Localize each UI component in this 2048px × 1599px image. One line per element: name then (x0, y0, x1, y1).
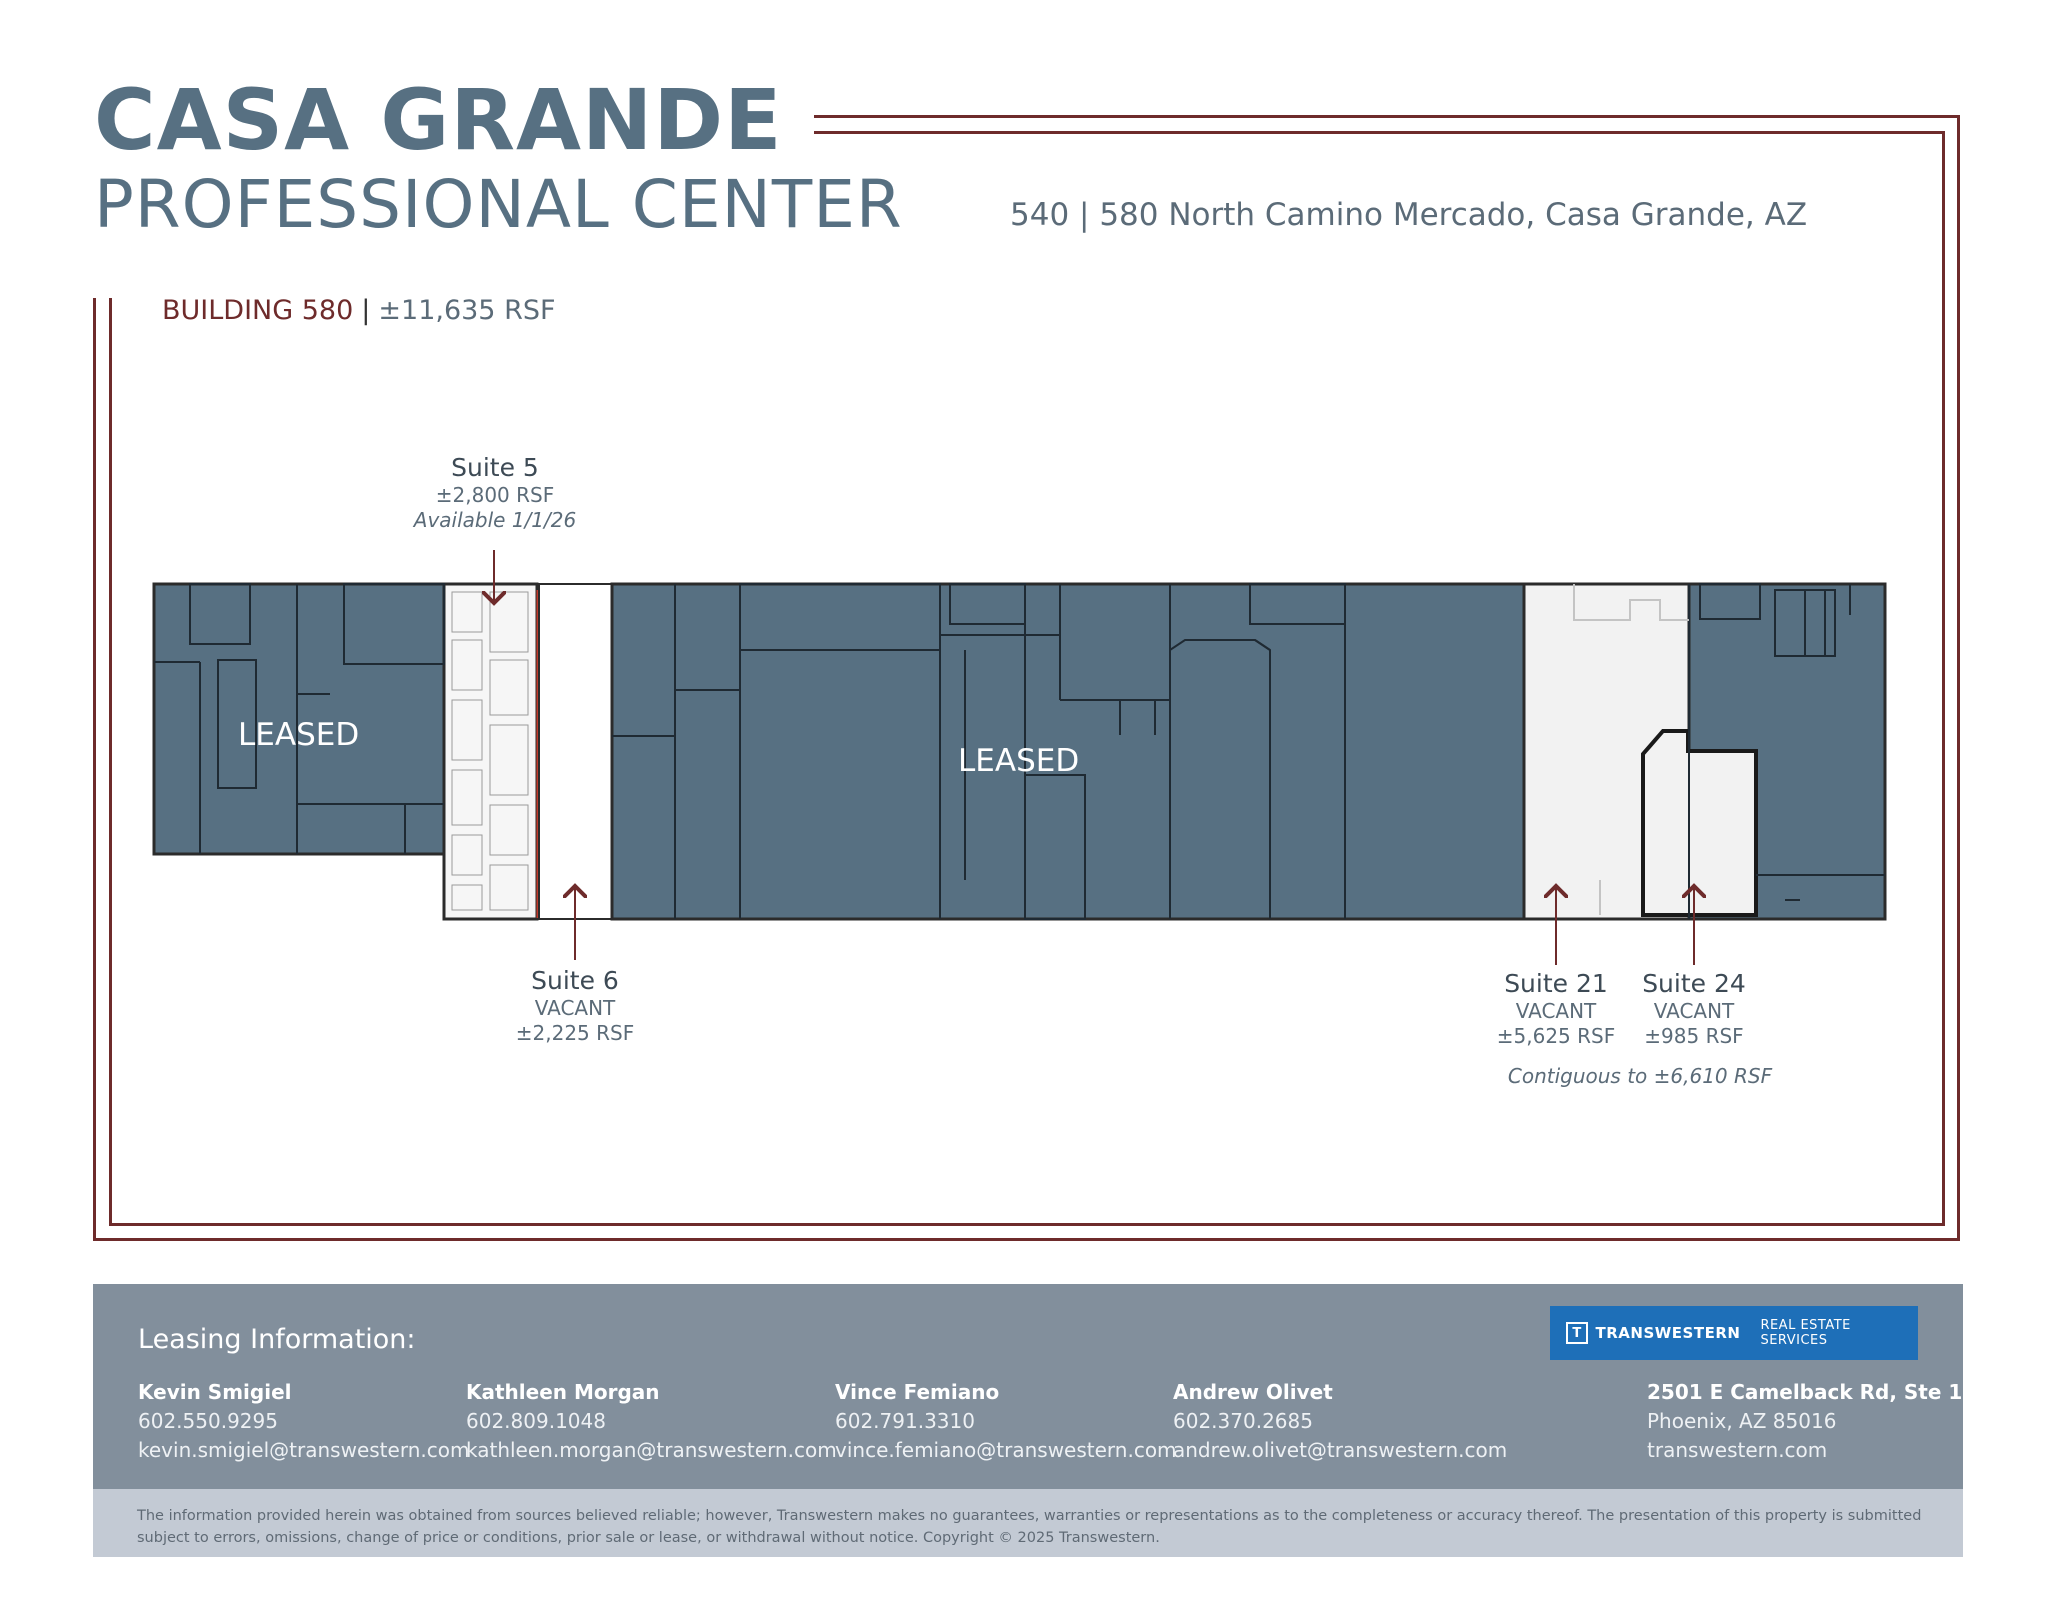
suite-24-status: VACANT (1653, 999, 1735, 1024)
office-address (1647, 1378, 1962, 1465)
contact-card (1173, 1378, 1507, 1465)
contact-card (466, 1378, 837, 1465)
contact-phone[interactable]: 602.550.9295 (138, 1409, 278, 1433)
contact-name: Kevin Smigiel (138, 1380, 292, 1404)
contact-phone[interactable]: 602.370.2685 (1173, 1409, 1313, 1433)
leasing-footer (93, 1284, 1963, 1489)
transwestern-logo (1550, 1306, 1918, 1360)
contact-name: Andrew Olivet (1173, 1380, 1333, 1404)
suite-24-callout (1614, 968, 1774, 1049)
legal-text: The information provided herein was obtained from sources believed reliable; however, Transwestern makes no guarantees, warranties or representations as to the completeness or accuracy thereof. The presentation of this property is submitted subject to errors, omissions, change of price or conditions, prior sale or lease, or withdrawal without notice. Copyright © 2025 Transwestern. (137, 1508, 1922, 1547)
leasing-title: Leasing Information: (138, 1324, 416, 1355)
suite-24-plan (1643, 731, 1756, 915)
contact-card (835, 1378, 1177, 1465)
contiguous-text: Contiguous to ±6,610 RSF (1507, 1064, 1773, 1088)
contact-email[interactable]: andrew.olivet@transwestern.com (1173, 1438, 1508, 1462)
suite-5-rsf: ±2,800 RSF (435, 483, 555, 508)
contact-phone[interactable]: 602.809.1048 (466, 1409, 606, 1433)
contact-name: Kathleen Morgan (466, 1380, 660, 1404)
contact-name: Vince Femiano (835, 1380, 1000, 1404)
suite-21-status: VACANT (1515, 999, 1597, 1024)
suite-6-status: VACANT (534, 996, 616, 1021)
office-line-2: Phoenix, AZ 85016 (1647, 1409, 1837, 1433)
contact-email[interactable]: kevin.smigiel@transwestern.com (138, 1438, 470, 1462)
contact-email[interactable]: vince.femiano@transwestern.com (835, 1438, 1177, 1462)
contact-email[interactable]: kathleen.morgan@transwestern.com (466, 1438, 837, 1462)
leased-label-center: LEASED (958, 743, 1080, 779)
suite-5-name: Suite 5 (451, 453, 539, 482)
suite-6-rsf: ±2,225 RSF (515, 1021, 635, 1046)
logo-tagline: REAL ESTATE SERVICES (1760, 1318, 1851, 1348)
contact-phone[interactable]: 602.791.3310 (835, 1409, 975, 1433)
page-subtitle: PROFESSIONAL CENTER (94, 166, 903, 243)
suite-24-name: Suite 24 (1642, 969, 1746, 998)
suite-21-name: Suite 21 (1504, 969, 1608, 998)
suite-6-name: Suite 6 (531, 966, 619, 995)
suite-6-callout (475, 965, 675, 1046)
transwestern-logo-icon: T (1566, 1322, 1588, 1344)
contact-card (138, 1378, 469, 1465)
property-address: 540 | 580 North Camino Mercado, Casa Grande, AZ (1010, 197, 1808, 233)
leased-label-left: LEASED (238, 717, 360, 753)
suite-6-plan (539, 584, 612, 919)
page-title: CASA GRANDE (94, 71, 783, 169)
building-separator: | (361, 295, 371, 326)
building-rsf: ±11,635 RSF (378, 295, 556, 326)
building-name: BUILDING 580 (162, 295, 354, 326)
suite-21-rsf: ±5,625 RSF (1496, 1024, 1616, 1049)
suite-24-rsf: ±985 RSF (1644, 1024, 1744, 1049)
office-website[interactable]: transwestern.com (1647, 1438, 1828, 1462)
legal-disclaimer (93, 1489, 1963, 1557)
logo-name: TRANSWESTERN (1595, 1324, 1741, 1342)
suite-5-callout (395, 452, 595, 533)
suite-5-availability: Available 1/1/26 (413, 508, 577, 533)
contiguous-note (1440, 1064, 1840, 1089)
office-line-1: 2501 E Camelback Rd, Ste 1 (1647, 1380, 1963, 1404)
